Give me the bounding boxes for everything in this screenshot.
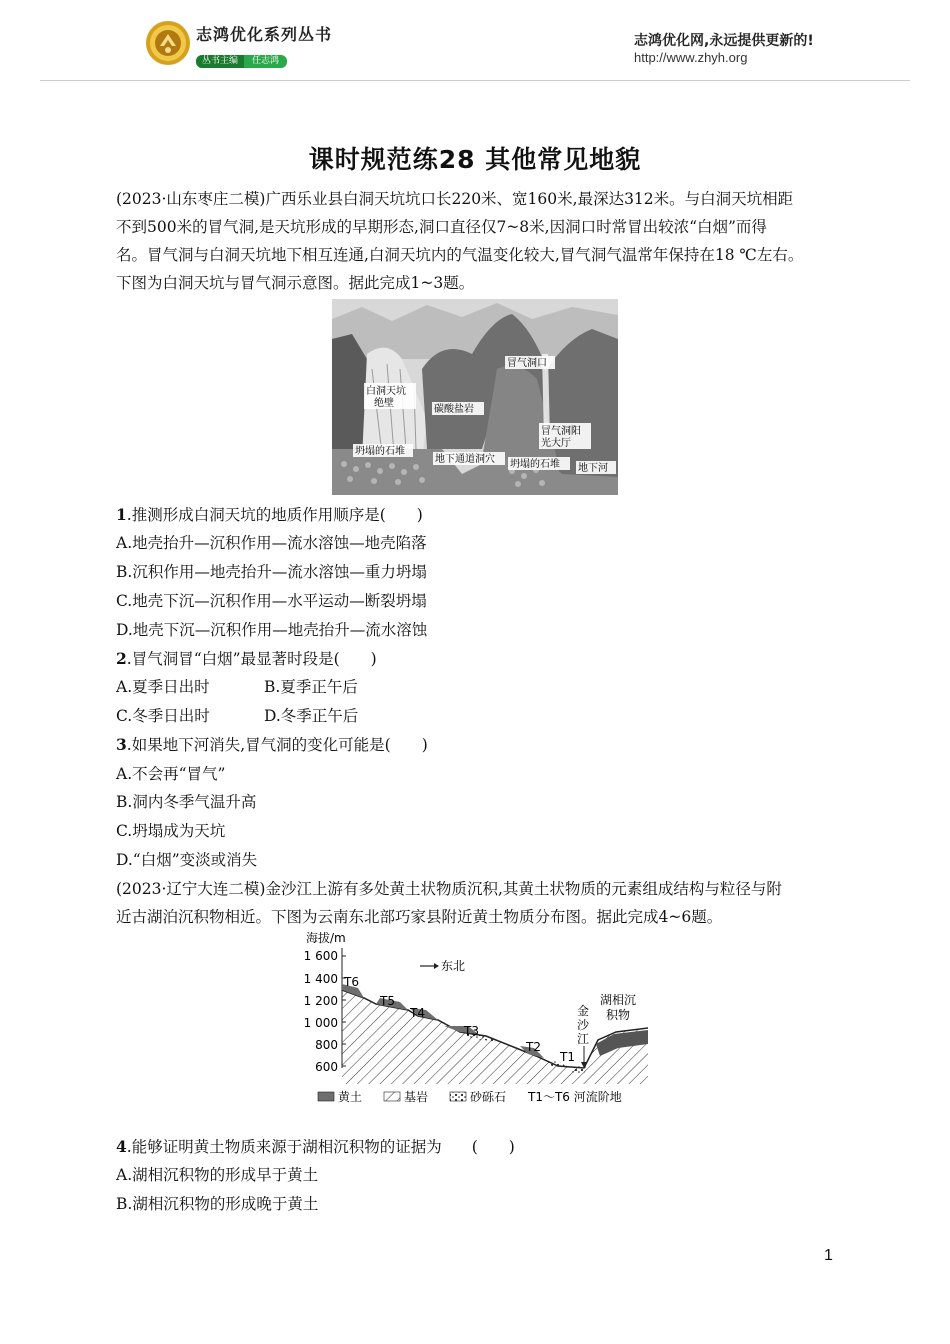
y-axis-label: 海拔/m xyxy=(306,931,346,945)
page-number: 1 xyxy=(824,1247,833,1264)
river-label: 金 xyxy=(577,1004,590,1018)
terrace-label: T2 xyxy=(526,1040,541,1054)
option-4a[interactable]: A.湖相沉积物的形成早于黄土 xyxy=(116,1166,319,1184)
y-tick: 1 000 xyxy=(303,1016,338,1030)
legend-terrace: T1～T6 河流阶地 xyxy=(528,1090,622,1104)
tiankeng-diagram xyxy=(332,299,618,495)
question-text: .如果地下河消失,冒气洞的变化可能是( ) xyxy=(126,736,428,754)
header-divider xyxy=(40,80,910,81)
question-number: 3 xyxy=(116,735,127,754)
terrace-label: T3 xyxy=(464,1024,479,1038)
y-tick: 1 600 xyxy=(303,949,338,963)
option-1c[interactable]: C.地壳下沉—沉积作用—水平运动—断裂坍塌 xyxy=(116,592,427,610)
option-3b[interactable]: B.洞内冬季气温升高 xyxy=(116,793,257,811)
options-2-row xyxy=(116,703,358,729)
legend-loess-swatch xyxy=(318,1092,334,1101)
passage2-line: 近古湖泊沉积物相近。下图为云南东北部巧家县附近黄土物质分布图。据此完成4~6题。 xyxy=(116,908,723,926)
answer-blank[interactable]: ( ) xyxy=(471,1138,515,1156)
y-tick: 800 xyxy=(315,1038,338,1052)
publisher-logo-icon xyxy=(145,20,191,66)
question-text: .推测形成白洞天坑的地质作用顺序是( ) xyxy=(126,506,423,524)
label-vent-mouth: 冒气洞口 xyxy=(507,358,547,369)
passage1-line: (2023·山东枣庄二模)广西乐业县白洞天坑坑口长220米、宽160米,最深达312米。与白洞天坑相距 xyxy=(116,190,794,208)
option-1a[interactable]: A.地壳抬升—沉积作用—流水溶蚀—地壳陷落 xyxy=(116,534,427,552)
terrace-label: T1 xyxy=(560,1050,575,1064)
river-label: 沙 xyxy=(577,1018,590,1032)
legend-gravel: 砂砾石 xyxy=(470,1090,507,1104)
question-number: 2 xyxy=(116,649,127,668)
label-tunnel: 地下通道洞穴 xyxy=(435,454,495,465)
question-1-stem xyxy=(116,502,423,528)
question-3-stem xyxy=(116,732,428,758)
page-title: 课时规范练28 其他常见地貌 xyxy=(308,145,642,174)
passage1-line: 名。冒气洞与白洞天坑地下相互连通,白洞天坑内的气温变化较大,冒气洞气温常年保持在18 ℃左右。 xyxy=(116,246,804,264)
option-3d[interactable]: D.“白烟”变淡或消失 xyxy=(116,851,258,869)
page-header xyxy=(0,0,950,80)
terrace-label: T4 xyxy=(410,1006,425,1020)
option-2d[interactable]: D.冬季正午后 xyxy=(264,707,359,725)
lake-label: 积物 xyxy=(606,1008,631,1022)
legend-gravel-swatch xyxy=(450,1092,466,1101)
question-text: .能够证明黄土物质来源于湖相沉积物的证据为 xyxy=(126,1138,442,1156)
lake-label: 湖相沉 xyxy=(600,993,637,1007)
question-number: 1 xyxy=(116,505,127,524)
question-text: .冒气洞冒“白烟”最显著时段是( ) xyxy=(126,650,377,668)
loess-profile-diagram xyxy=(298,928,654,1114)
label-cliff: 绝壁 xyxy=(374,398,394,409)
option-3c[interactable]: C.坍塌成为天坑 xyxy=(116,822,226,840)
option-4b[interactable]: B.湖相沉积物的形成晚于黄土 xyxy=(116,1195,319,1213)
question-number: 4 xyxy=(116,1137,127,1156)
options-2-row xyxy=(116,674,358,700)
river-label: 江 xyxy=(577,1032,590,1046)
option-1b[interactable]: B.沉积作用—地壳抬升—流水溶蚀—重力坍塌 xyxy=(116,563,427,581)
question-2-stem xyxy=(116,646,377,672)
label-river: 地下河 xyxy=(578,463,608,474)
legend-bedrock-swatch xyxy=(384,1092,400,1101)
passage1-line: 不到500米的冒气洞,是天坑形成的早期形态,洞口直径仅7~8米,因洞口时常冒出较浓“白烟”而得 xyxy=(116,218,767,236)
terrace-label: T5 xyxy=(380,994,395,1008)
website-url[interactable]: http://www.zhyh.org xyxy=(634,50,748,65)
y-tick: 600 xyxy=(315,1060,338,1074)
label-hall: 冒气洞阳 xyxy=(541,426,581,437)
legend-bedrock: 基岩 xyxy=(404,1090,429,1104)
option-2a[interactable]: A.夏季日出时 xyxy=(116,678,210,696)
label-cliff: 白洞天坑 xyxy=(366,386,406,397)
y-tick: 1 400 xyxy=(303,972,338,986)
option-2b[interactable]: B.夏季正午后 xyxy=(264,678,358,696)
editor-row xyxy=(196,48,287,66)
option-1d[interactable]: D.地壳下沉—沉积作用—地壳抬升—流水溶蚀 xyxy=(116,621,428,639)
label-rubble-left: 坍塌的石堆 xyxy=(355,446,405,457)
question-4-stem xyxy=(116,1134,515,1160)
label-carbonate: 碳酸盐岩 xyxy=(434,404,474,415)
editor-label: 丛书主编 xyxy=(196,55,244,68)
direction-label: 东北 xyxy=(441,959,466,973)
passage1-line: 下图为白洞天坑与冒气洞示意图。据此完成1~3题。 xyxy=(116,274,475,292)
editor-name: 任志鸿 xyxy=(244,55,287,68)
legend-loess: 黄土 xyxy=(338,1090,363,1104)
y-tick: 1 200 xyxy=(303,994,338,1008)
slogan: 志鸿优化网,永远提供更新的! xyxy=(634,33,814,49)
terrace-label: T6 xyxy=(344,975,359,989)
option-2c[interactable]: C.冬季日出时 xyxy=(116,707,210,725)
option-3a[interactable]: A.不会再“冒气” xyxy=(116,765,226,783)
label-rubble-right: 坍塌的石堆 xyxy=(510,459,560,470)
label-hall: 光大厅 xyxy=(541,438,571,449)
passage2-line: (2023·辽宁大连二模)金沙江上游有多处黄土状物质沉积,其黄土状物质的元素组成结构与粒径与附 xyxy=(116,880,782,898)
series-title: 志鸿优化系列丛书 xyxy=(196,25,333,44)
